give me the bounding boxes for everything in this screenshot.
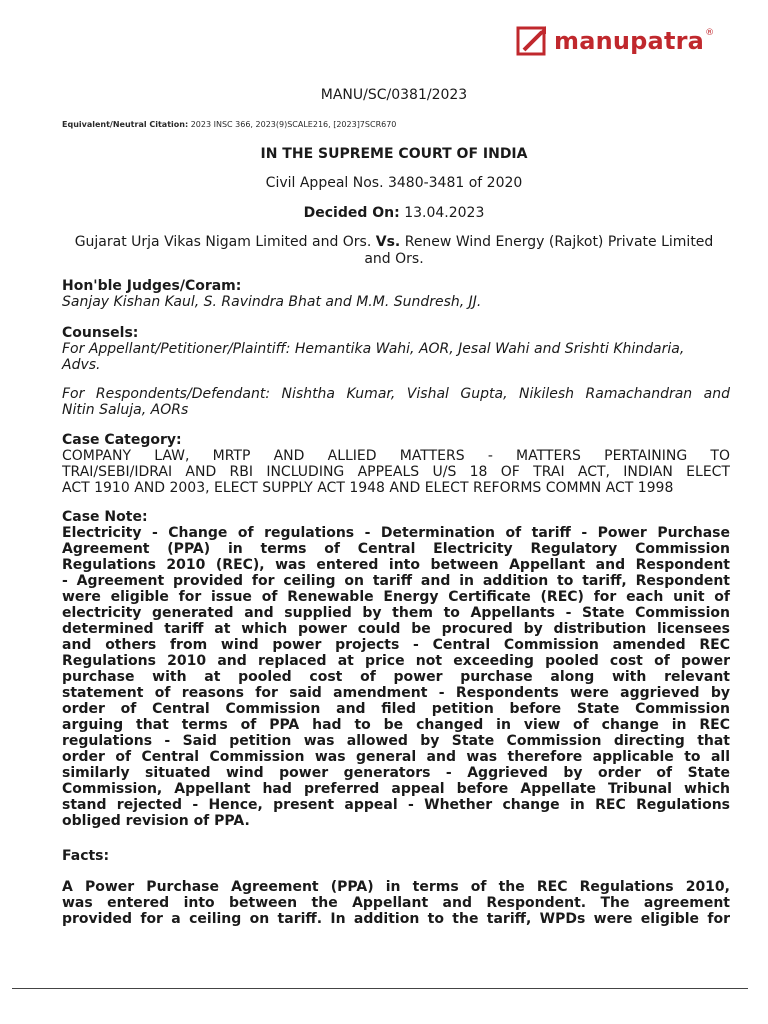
respondent-party: Renew Wind Energy (Rajkot) Private Limited and Ors. — [364, 234, 714, 267]
appellant-counsel-line2: Advs. — [62, 357, 101, 373]
case-note-line: similarly situated wind power generators - Aggrieved by order of State — [62, 765, 730, 781]
case-note-line: and others from wind power projects - Central Commission amended REC — [62, 637, 730, 653]
case-note-line: electricity generated and supplied by them to Appellants - State Commission — [62, 605, 730, 621]
judges-heading: Hon'ble Judges/Coram: — [62, 278, 242, 294]
case-note-line: regulations - Said petition was allowed by State Commission directing that — [62, 733, 730, 749]
facts-section — [62, 848, 730, 864]
case-note-line: arguing that terms of PPA had to be changed in view of change in REC — [62, 717, 730, 733]
facts-line: A Power Purchase Agreement (PPA) in terms of the REC Regulations 2010, — [62, 879, 730, 895]
case-category-heading: Case Category: — [62, 432, 182, 448]
equivalent-citation — [62, 120, 396, 129]
case-note-line: Regulations 2010 and replaced at price not exceeding pooled cost of power — [62, 653, 730, 669]
respondent-counsels — [62, 386, 730, 418]
respondent-counsel-line1: For Respondents/Defendant: Nishtha Kumar, Vishal Gupta, Nikilesh Ramachandran and — [62, 386, 730, 402]
case-note-line: order of Central Commission and filed petition before State Commission — [62, 701, 730, 717]
case-category-line: ACT 1910 AND 2003, ELECT SUPPLY ACT 1948 AND ELECT REFORMS COMMN ACT 1998 — [62, 480, 674, 496]
judges-names: Sanjay Kishan Kaul, S. Ravindra Bhat and M.M. Sundresh, JJ. — [62, 294, 482, 310]
case-note-line: statement of reasons for said amendment - Respondents were aggrieved by — [62, 685, 730, 701]
footer-divider — [12, 988, 748, 989]
court-name: IN THE SUPREME COURT OF INDIA — [260, 146, 528, 162]
counsels-section — [62, 325, 730, 373]
case-parties — [60, 234, 728, 268]
case-note-line: Regulations 2010 (REC), was entered into between Appellant and Respondent — [62, 557, 730, 573]
case-category-line: COMPANY LAW, MRTP AND ALLIED MATTERS - MATTERS PERTAINING TO — [62, 448, 730, 464]
case-note-section — [62, 509, 730, 829]
appellant-counsel-line1: For Appellant/Petitioner/Plaintiff: Hemantika Wahi, AOR, Jesal Wahi and Srishti Khindaria, — [62, 341, 685, 357]
counsels-heading: Counsels: — [62, 325, 139, 341]
appeal-number: Civil Appeal Nos. 3480-3481 of 2020 — [265, 175, 523, 191]
case-note-line: were eligible for issue of Renewable Energy Certificate (REC) for each unit of — [62, 589, 730, 605]
case-category-body — [62, 448, 730, 496]
case-note-line: Electricity - Change of regulations - Determination of tariff - Power Purchase — [62, 525, 730, 541]
case-note-line: stand rejected - Hence, present appeal - Whether change in REC Regulations — [62, 797, 730, 813]
case-note-line: Agreement (PPA) in terms of Central Electricity Regulatory Commission — [62, 541, 730, 557]
facts-line: was entered into between the Appellant and Respondent. The agreement — [62, 895, 730, 911]
case-category-section — [62, 432, 730, 496]
case-note-line: order of Central Commission was general and was therefore applicable to all — [62, 749, 730, 765]
versus: Vs. — [375, 234, 401, 250]
case-note-line: obliged revision of PPA. — [62, 813, 250, 829]
case-note-line: determined tariff at which power could be procured by distribution licensees — [62, 621, 730, 637]
logo-text: manupatra — [554, 27, 705, 55]
facts-heading: Facts: — [62, 848, 110, 864]
manu-citation-number: MANU/SC/0381/2023 — [320, 87, 468, 103]
logo-registered-mark: ® — [705, 28, 715, 38]
citation-value: 2023 INSC 366, 2023(9)SCALE216, [2023]7SCR670 — [190, 120, 397, 129]
decided-on — [40, 205, 748, 221]
case-note-body — [62, 525, 730, 829]
facts-line: provided for a ceiling on tariff. In addition to the tariff, WPDs were eligible for — [62, 911, 730, 927]
decided-label: Decided On: — [303, 205, 400, 221]
facts-body — [62, 879, 730, 927]
appellant-party: Gujarat Urja Vikas Nigam Limited and Ors. — [74, 234, 372, 250]
manupatra-logo-icon — [516, 24, 550, 58]
manupatra-logo — [516, 24, 714, 58]
case-note-line: Commission, Appellant had preferred appeal before Appellate Tribunal which — [62, 781, 730, 797]
case-note-heading: Case Note: — [62, 509, 148, 525]
case-category-line: TRAI/SEBI/IDRAI AND RBI INCLUDING APPEALS U/S 18 OF TRAI ACT, INDIAN ELECT — [62, 464, 730, 480]
judges-section — [62, 278, 730, 310]
case-note-line: purchase with at pooled cost of power purchase along with relevant — [62, 669, 730, 685]
decided-date: 13.04.2023 — [404, 205, 485, 221]
citation-label: Equivalent/Neutral Citation: — [62, 120, 189, 129]
case-note-line: - Agreement provided for ceiling on tariff and in addition to tariff, Respondent — [62, 573, 730, 589]
respondent-counsel-line2: Nitin Saluja, AORs — [62, 402, 189, 418]
